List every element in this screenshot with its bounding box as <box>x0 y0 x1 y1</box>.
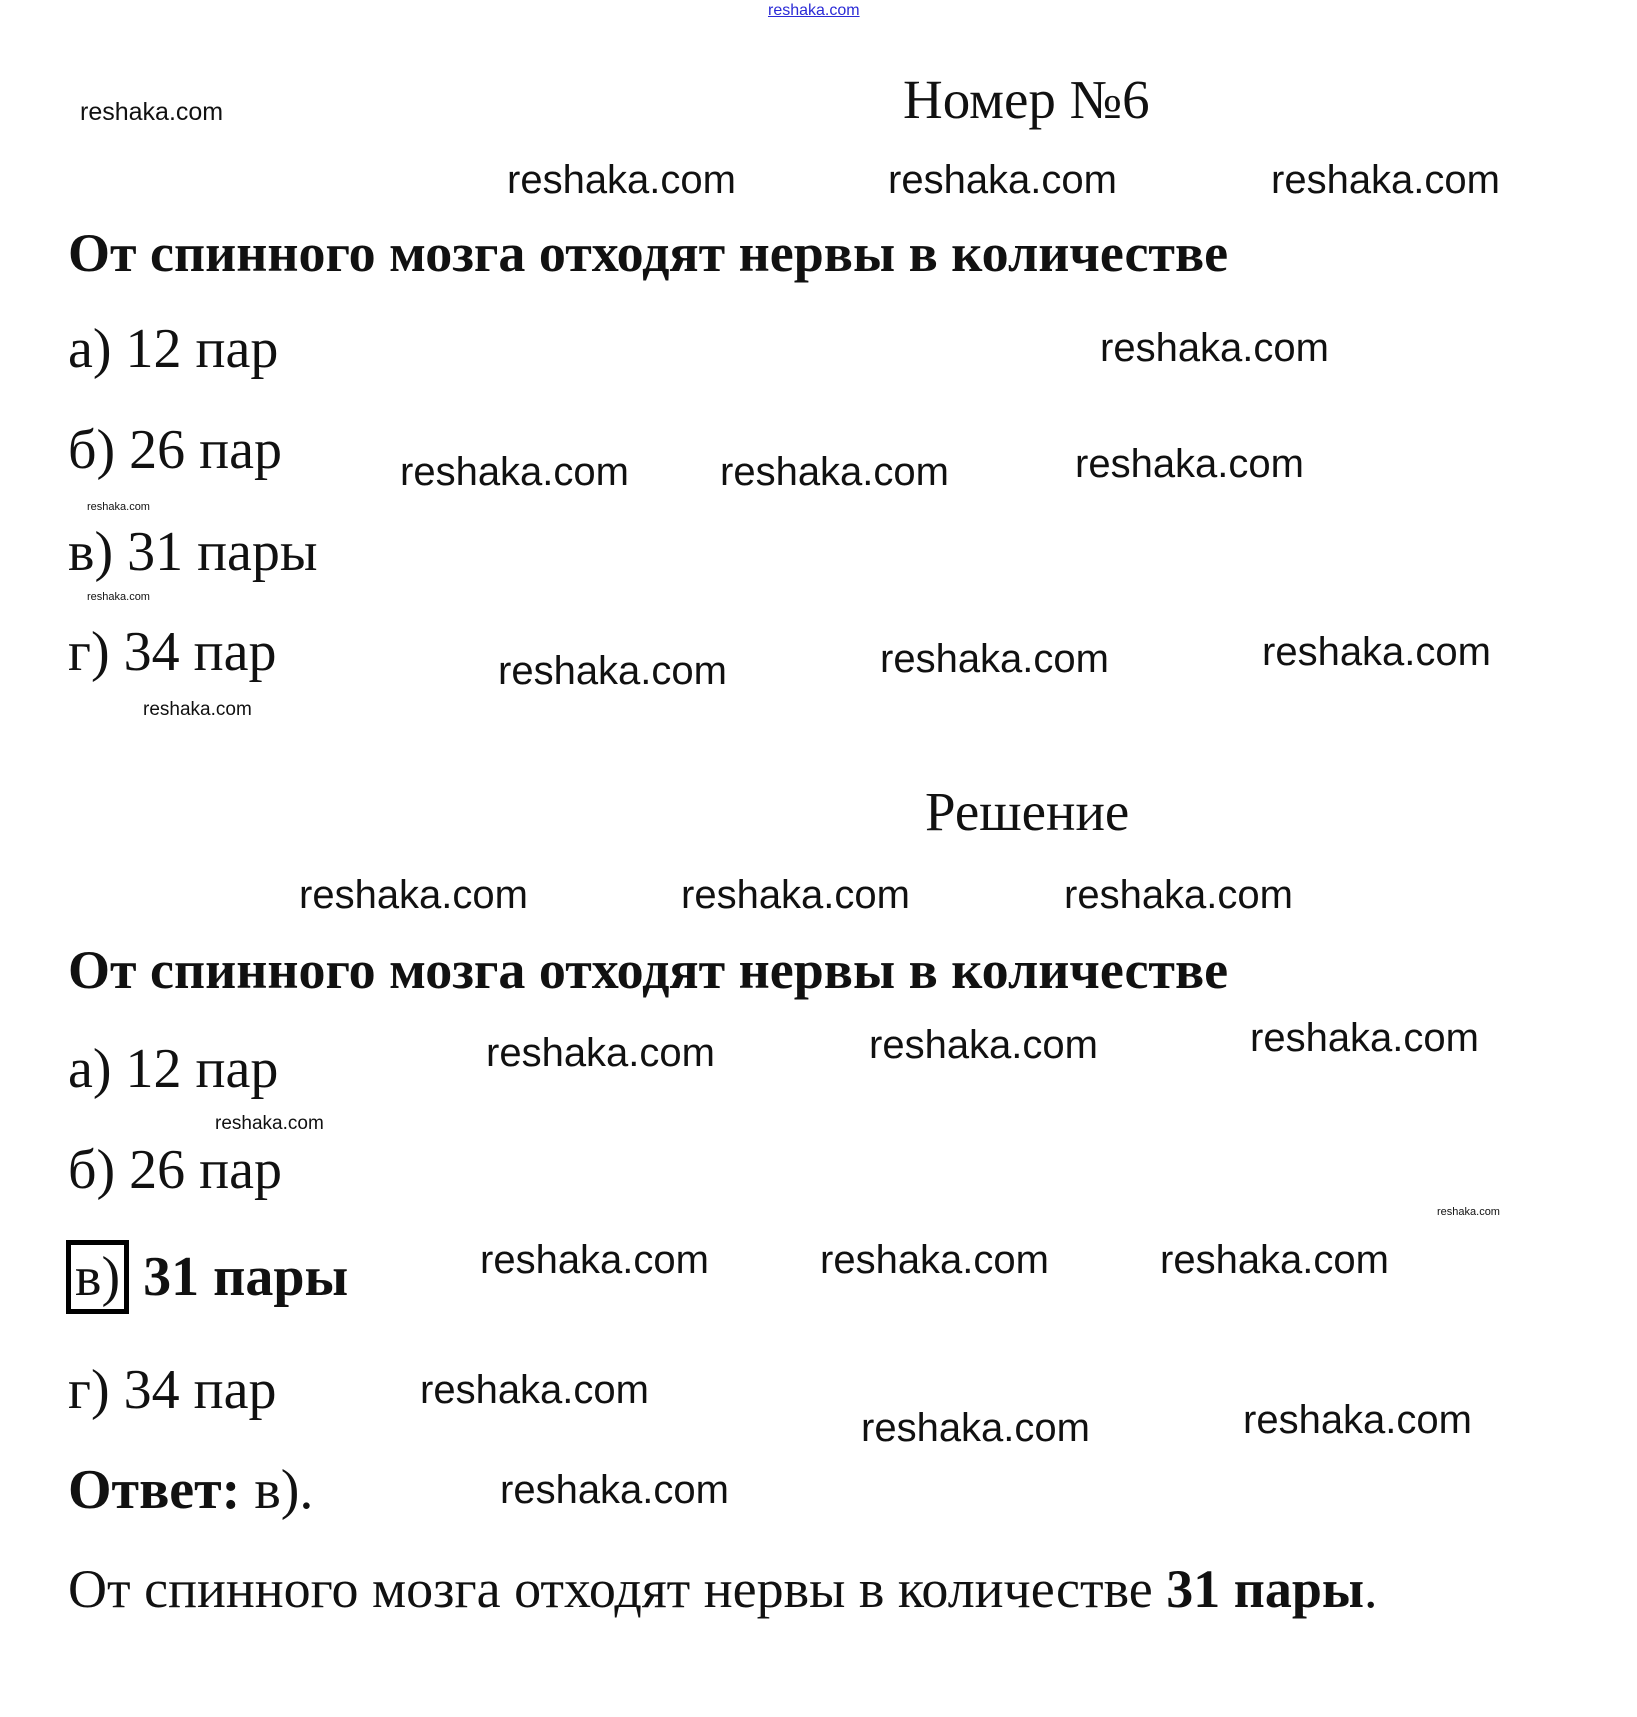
solution-question-text: От спинного мозга отходят нервы в количестве <box>68 940 1229 1000</box>
top-watermark-link[interactable]: reshaka.com <box>768 2 860 19</box>
watermark: reshaka.com <box>507 158 736 202</box>
watermark: reshaka.com <box>1064 873 1293 917</box>
watermark: reshaka.com <box>500 1468 729 1512</box>
watermark: reshaka.com <box>869 1023 1098 1067</box>
watermark: reshaka.com <box>888 158 1117 202</box>
watermark: reshaka.com <box>1250 1016 1479 1060</box>
watermark: reshaka.com <box>1243 1398 1472 1442</box>
watermark: reshaka.com <box>143 699 252 720</box>
option-a: а) 12 пар <box>68 318 279 380</box>
watermark: reshaka.com <box>486 1031 715 1075</box>
conclusion-prefix: От спинного мозга отходят нервы в количестве <box>68 1559 1167 1619</box>
solution-option-c-correct <box>66 1240 348 1314</box>
watermark: reshaka.com <box>1100 326 1329 370</box>
watermark: reshaka.com <box>861 1406 1090 1450</box>
option-c: в) 31 пары <box>68 521 318 583</box>
question-text: От спинного мозга отходят нервы в количестве <box>68 223 1229 283</box>
watermark: reshaka.com <box>80 98 224 126</box>
correct-option-text: 31 пары <box>143 1246 349 1308</box>
watermark: reshaka.com <box>299 873 528 917</box>
watermark: reshaka.com <box>880 637 1109 681</box>
watermark: reshaka.com <box>1160 1238 1389 1282</box>
conclusion <box>68 1559 1378 1619</box>
page-title: Номер №6 <box>903 69 1150 130</box>
solution-heading: Решение <box>925 781 1130 842</box>
solution-option-a: а) 12 пар <box>68 1038 279 1100</box>
watermark: reshaka.com <box>1075 442 1304 486</box>
watermark: reshaka.com <box>87 501 150 513</box>
answer-line <box>68 1459 314 1521</box>
watermark: reshaka.com <box>400 450 629 494</box>
option-d: г) 34 пар <box>68 621 277 683</box>
watermark: reshaka.com <box>720 450 949 494</box>
answer-value: в). <box>240 1459 314 1521</box>
watermark: reshaka.com <box>498 649 727 693</box>
watermark: reshaka.com <box>1271 158 1500 202</box>
watermark: reshaka.com <box>480 1238 709 1282</box>
watermark: reshaka.com <box>820 1238 1049 1282</box>
conclusion-bold: 31 пары <box>1166 1559 1365 1619</box>
option-b: б) 26 пар <box>68 419 282 481</box>
watermark: reshaka.com <box>215 1113 324 1134</box>
correct-letter-box: в) <box>66 1240 129 1314</box>
conclusion-suffix: . <box>1364 1559 1378 1619</box>
answer-label: Ответ: <box>68 1459 241 1521</box>
watermark: reshaka.com <box>420 1368 649 1412</box>
solution-option-b: б) 26 пар <box>68 1139 282 1201</box>
solution-option-d: г) 34 пар <box>68 1359 277 1421</box>
watermark: reshaka.com <box>1437 1206 1500 1218</box>
watermark: reshaka.com <box>87 591 150 603</box>
watermark: reshaka.com <box>1262 630 1491 674</box>
watermark: reshaka.com <box>681 873 910 917</box>
